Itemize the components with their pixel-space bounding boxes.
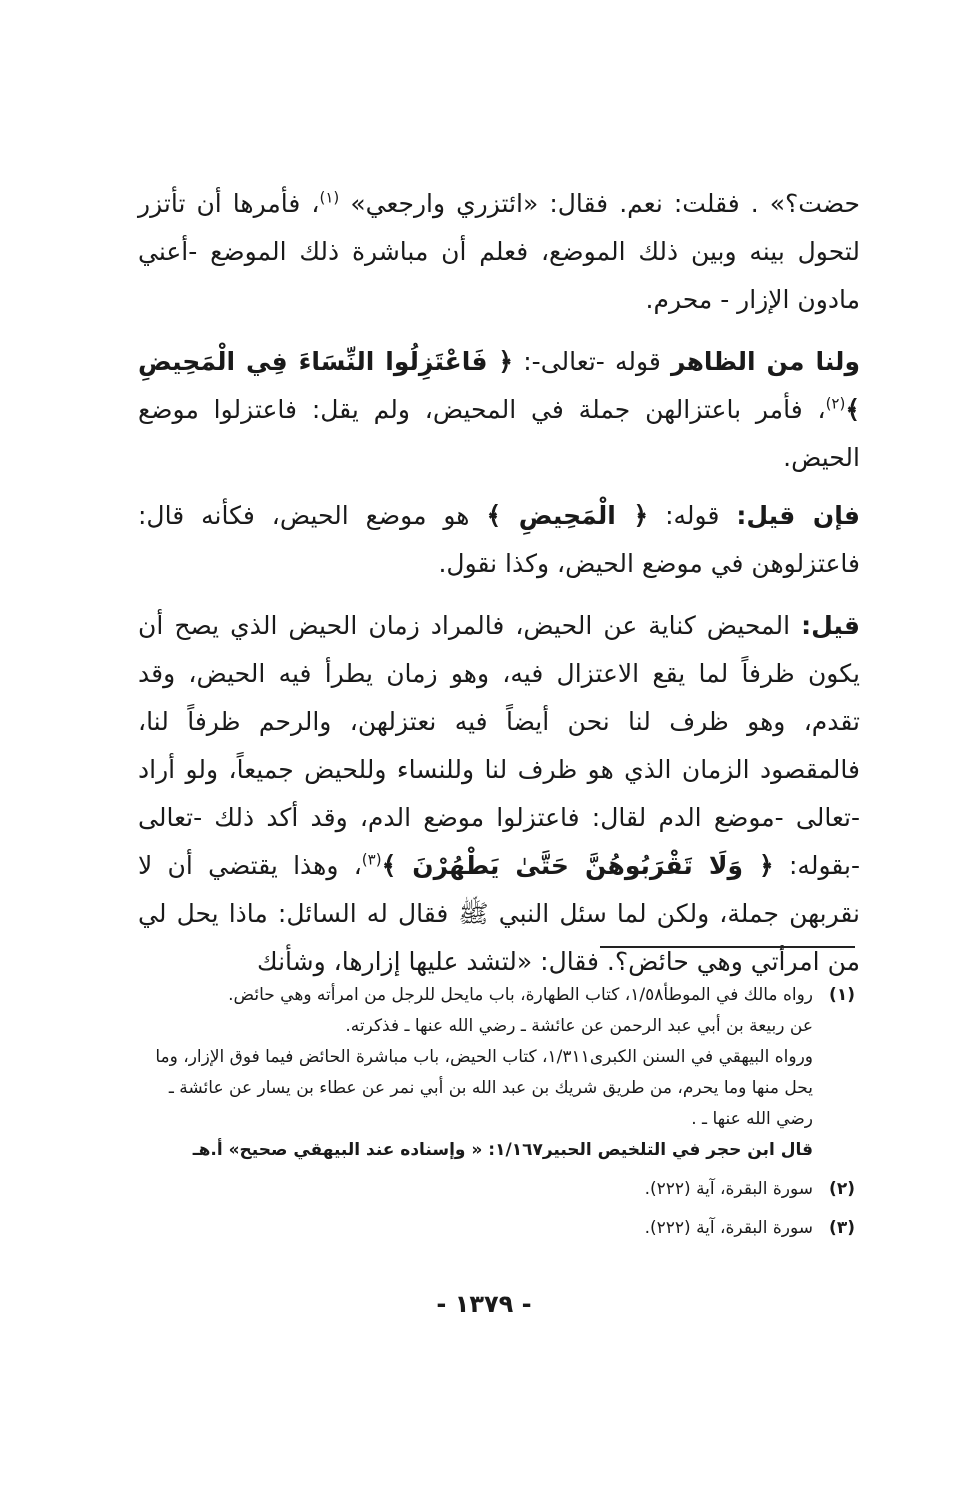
- text-run: ، فأمر باعتزالهن جملة في المحيض، ولم يقل: فاعتزلوا موضع الحيض.: [138, 395, 860, 472]
- footnote-ref-1[interactable]: (١): [319, 188, 340, 207]
- footnote-body: [150, 1174, 813, 1205]
- footnote-line: قال ابن حجر في التلخيص الحبير١/١٦٧: « وإسناده عند البيهقي صحيح» أ.هـ: [192, 1140, 813, 1160]
- text-run: قوله:: [648, 501, 737, 530]
- paragraph-lead: ولنا من الظاهر: [671, 347, 860, 376]
- paragraph-3: [138, 492, 860, 588]
- text-run: حضت؟» . فقلت: نعم. فقال: «ائتزري وارجعي»: [339, 189, 860, 218]
- quran-verse: ﴿ وَلَا تَقْرَبُوهُنَّ حَتَّىٰ يَطْهُرْنَ ﴾: [381, 851, 774, 880]
- text-run: المحيض كناية عن الحيض، فالمراد زمان الحيض الذي يصح أن يكون ظرفاً لما يقع الاعتزال فيه، وهو زمان يطرأ فيه الحيض، وقد تقدم، وهو ظرف لنا نحن أيضاً فيه نعتزلهن، والرحم ظرفاً لنا، فالمقصود الزمان الذي هو ظرف لنا وللنساء وللحيض جميعاً، ولو أراد -تعالى -موضع الدم لقال: فاعتزلوا موضع الدم، وقد أكد ذلك -تعالى -بقوله:: [138, 611, 860, 880]
- footnote-line: ورواه البيهقي في السنن الكبرى١/٣١١، كتاب الحيض، باب مباشرة الحائض فيما فوق الإزار، وما يحل منها وما يحرم، من طريق شريك بن عبد الله بن أبي نمر عن عطاء بن يسار عن عائشة ـ رضي الله عنها ـ .: [155, 1047, 813, 1129]
- paragraph-2: [138, 338, 860, 482]
- footnote-number: (٣): [829, 1218, 855, 1238]
- footnote-line: عن ربيعة بن أبي عبد الرحمن عن عائشة ـ رضي الله عنها ـ فذكرته.: [345, 1016, 813, 1036]
- footnote-body: [150, 980, 813, 1166]
- text-run: قوله -تعالى-:: [513, 347, 672, 376]
- quran-verse: ﴿ الْمَحِيضِ ﴾: [486, 501, 649, 530]
- text-run: ، فأمرها أن تأتزر لتحول بينه وبين ذلك الموضع، فعلم أن مباشرة ذلك الموضع -أعني مادون الإزار - محرم.: [138, 189, 860, 314]
- page-number: - ١٣٧٩ -: [436, 1290, 532, 1318]
- footnote-divider: [600, 946, 855, 948]
- footnote-ref-2[interactable]: (٢): [825, 394, 846, 413]
- footnote-line: سورة البقرة، آية (٢٢٢).: [644, 1218, 813, 1238]
- footnotes: [150, 980, 855, 1252]
- paragraph-1: [138, 180, 860, 324]
- footnote-number: (٢): [829, 1179, 855, 1199]
- footnote-ref-3[interactable]: (٣): [361, 850, 382, 869]
- footnote-line: رواه مالك في الموطأ١/٥٨، كتاب الطهارة، باب مايحل للرجل من امرأته وهي حائض.: [228, 985, 813, 1005]
- quran-verse: ﴿ فَاعْتَزِلُوا النِّسَاءَ فِي الْمَحِيضِ ﴾: [138, 347, 860, 424]
- main-text: [138, 180, 860, 996]
- paragraph-lead: قيل:: [801, 611, 860, 640]
- footnote-3: [150, 1213, 855, 1244]
- footnote-1: [150, 980, 855, 1166]
- text-run: ، وهذا يقتضي أن لا نقربهن جملة، ولكن لما سئل النبي ﷺ فقال له السائل: ماذا يحل لي من امرأتي وهي حائض؟. فقال: «لتشد عليها إزارها، وشأنك: [138, 851, 860, 976]
- footnote-number: (١): [829, 985, 855, 1005]
- footnote-line: سورة البقرة، آية (٢٢٢).: [644, 1179, 813, 1199]
- footnote-body: [150, 1213, 813, 1244]
- text-run: هو موضع الحيض، فكأنه قال: فاعتزلوهن في موضع الحيض، وكذا نقول.: [138, 501, 860, 578]
- paragraph-lead: فإن قيل:: [736, 501, 860, 530]
- footnote-2: [150, 1174, 855, 1205]
- paragraph-4: [138, 602, 860, 986]
